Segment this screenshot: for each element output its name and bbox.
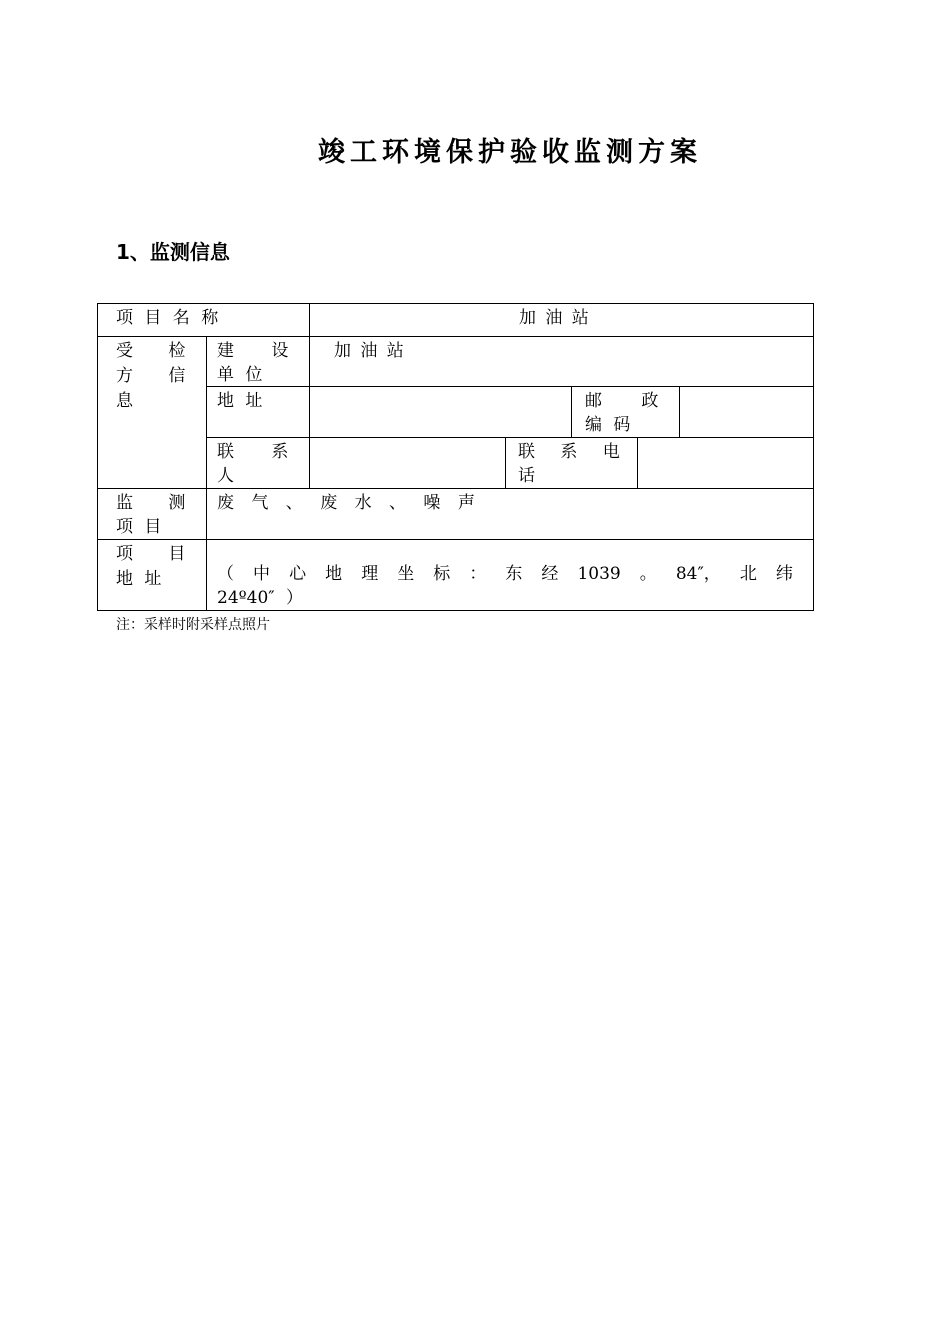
coord-token: ： xyxy=(469,564,487,584)
project-name-value: 加 油 站 xyxy=(519,308,589,328)
monitoring-items-value-cell xyxy=(206,488,814,540)
project-address-value-cell xyxy=(206,539,814,611)
coordinates-line2: 24º40″ ） xyxy=(217,588,304,608)
monitoring-items-label-line2: 项 目 xyxy=(116,517,162,537)
address-value-cell xyxy=(309,386,572,438)
contact-value-cell xyxy=(309,437,506,489)
phone-label-line2: 话 xyxy=(518,466,535,486)
contact-label-cell xyxy=(206,437,310,489)
footnote: 注：采样时附采样点照片 xyxy=(116,617,270,633)
coord-token: 84″， xyxy=(675,564,721,584)
coord-token: 。 xyxy=(639,564,657,584)
coord-token: 经 xyxy=(541,564,559,584)
postcode-label-line2: 编 码 xyxy=(585,415,631,435)
project-name-value-cell xyxy=(309,303,814,337)
coord-token: 心 xyxy=(289,564,307,584)
inspected-label-line2: 方 信 xyxy=(116,366,186,386)
project-name-label-cell xyxy=(97,303,310,337)
page-title: 竣工环境保护验收监测方案 xyxy=(318,137,702,168)
construction-unit-label-cell xyxy=(206,336,310,387)
coord-token: 1039 xyxy=(577,564,621,584)
coord-token: 东 xyxy=(505,564,523,584)
coord-token: （ xyxy=(217,564,234,584)
postcode-value-cell xyxy=(679,386,814,438)
postcode-label-line1: 邮 政 xyxy=(585,391,659,411)
coord-token: 坐 xyxy=(397,564,415,584)
coordinates-line1 xyxy=(217,562,793,587)
project-address-label-line1: 项 目 xyxy=(116,544,186,564)
project-name-label: 项 目 名 称 xyxy=(116,308,219,328)
contact-label-line2: 人 xyxy=(217,466,234,486)
project-address-label-line2: 地 址 xyxy=(116,569,162,589)
contact-label-line1: 联 系 xyxy=(217,442,289,462)
coord-token: 纬 xyxy=(775,564,793,584)
project-address-label-cell xyxy=(97,539,207,611)
inspected-label-line1: 受 检 xyxy=(116,341,186,361)
inspected-label-line3: 息 xyxy=(116,391,133,411)
coord-token: 中 xyxy=(253,564,271,584)
coord-token: 地 xyxy=(325,564,343,584)
monitoring-items-label-cell xyxy=(97,488,207,540)
coord-token: 理 xyxy=(361,564,379,584)
section-heading: 1、监测信息 xyxy=(116,240,230,264)
phone-label-line1: 联 系 电 xyxy=(518,442,620,462)
postcode-label-cell xyxy=(571,386,680,438)
monitoring-items-label-line1: 监 测 xyxy=(116,493,186,513)
construction-unit-label-line2: 单 位 xyxy=(217,365,263,385)
inspected-party-label-cell xyxy=(97,336,207,489)
construction-unit-label-line1: 建 设 xyxy=(217,341,289,361)
construction-unit-value: 加 油 站 xyxy=(334,341,404,361)
address-label-cell xyxy=(206,386,310,438)
coord-token: 标 xyxy=(433,564,451,584)
address-label: 地 址 xyxy=(217,391,263,411)
coord-token: 北 xyxy=(739,564,757,584)
construction-unit-value-cell xyxy=(309,336,814,387)
monitoring-items-value: 废 气 、 废 水 、 噪 声 xyxy=(217,493,475,513)
phone-value-cell xyxy=(637,437,814,489)
phone-label-cell xyxy=(505,437,638,489)
